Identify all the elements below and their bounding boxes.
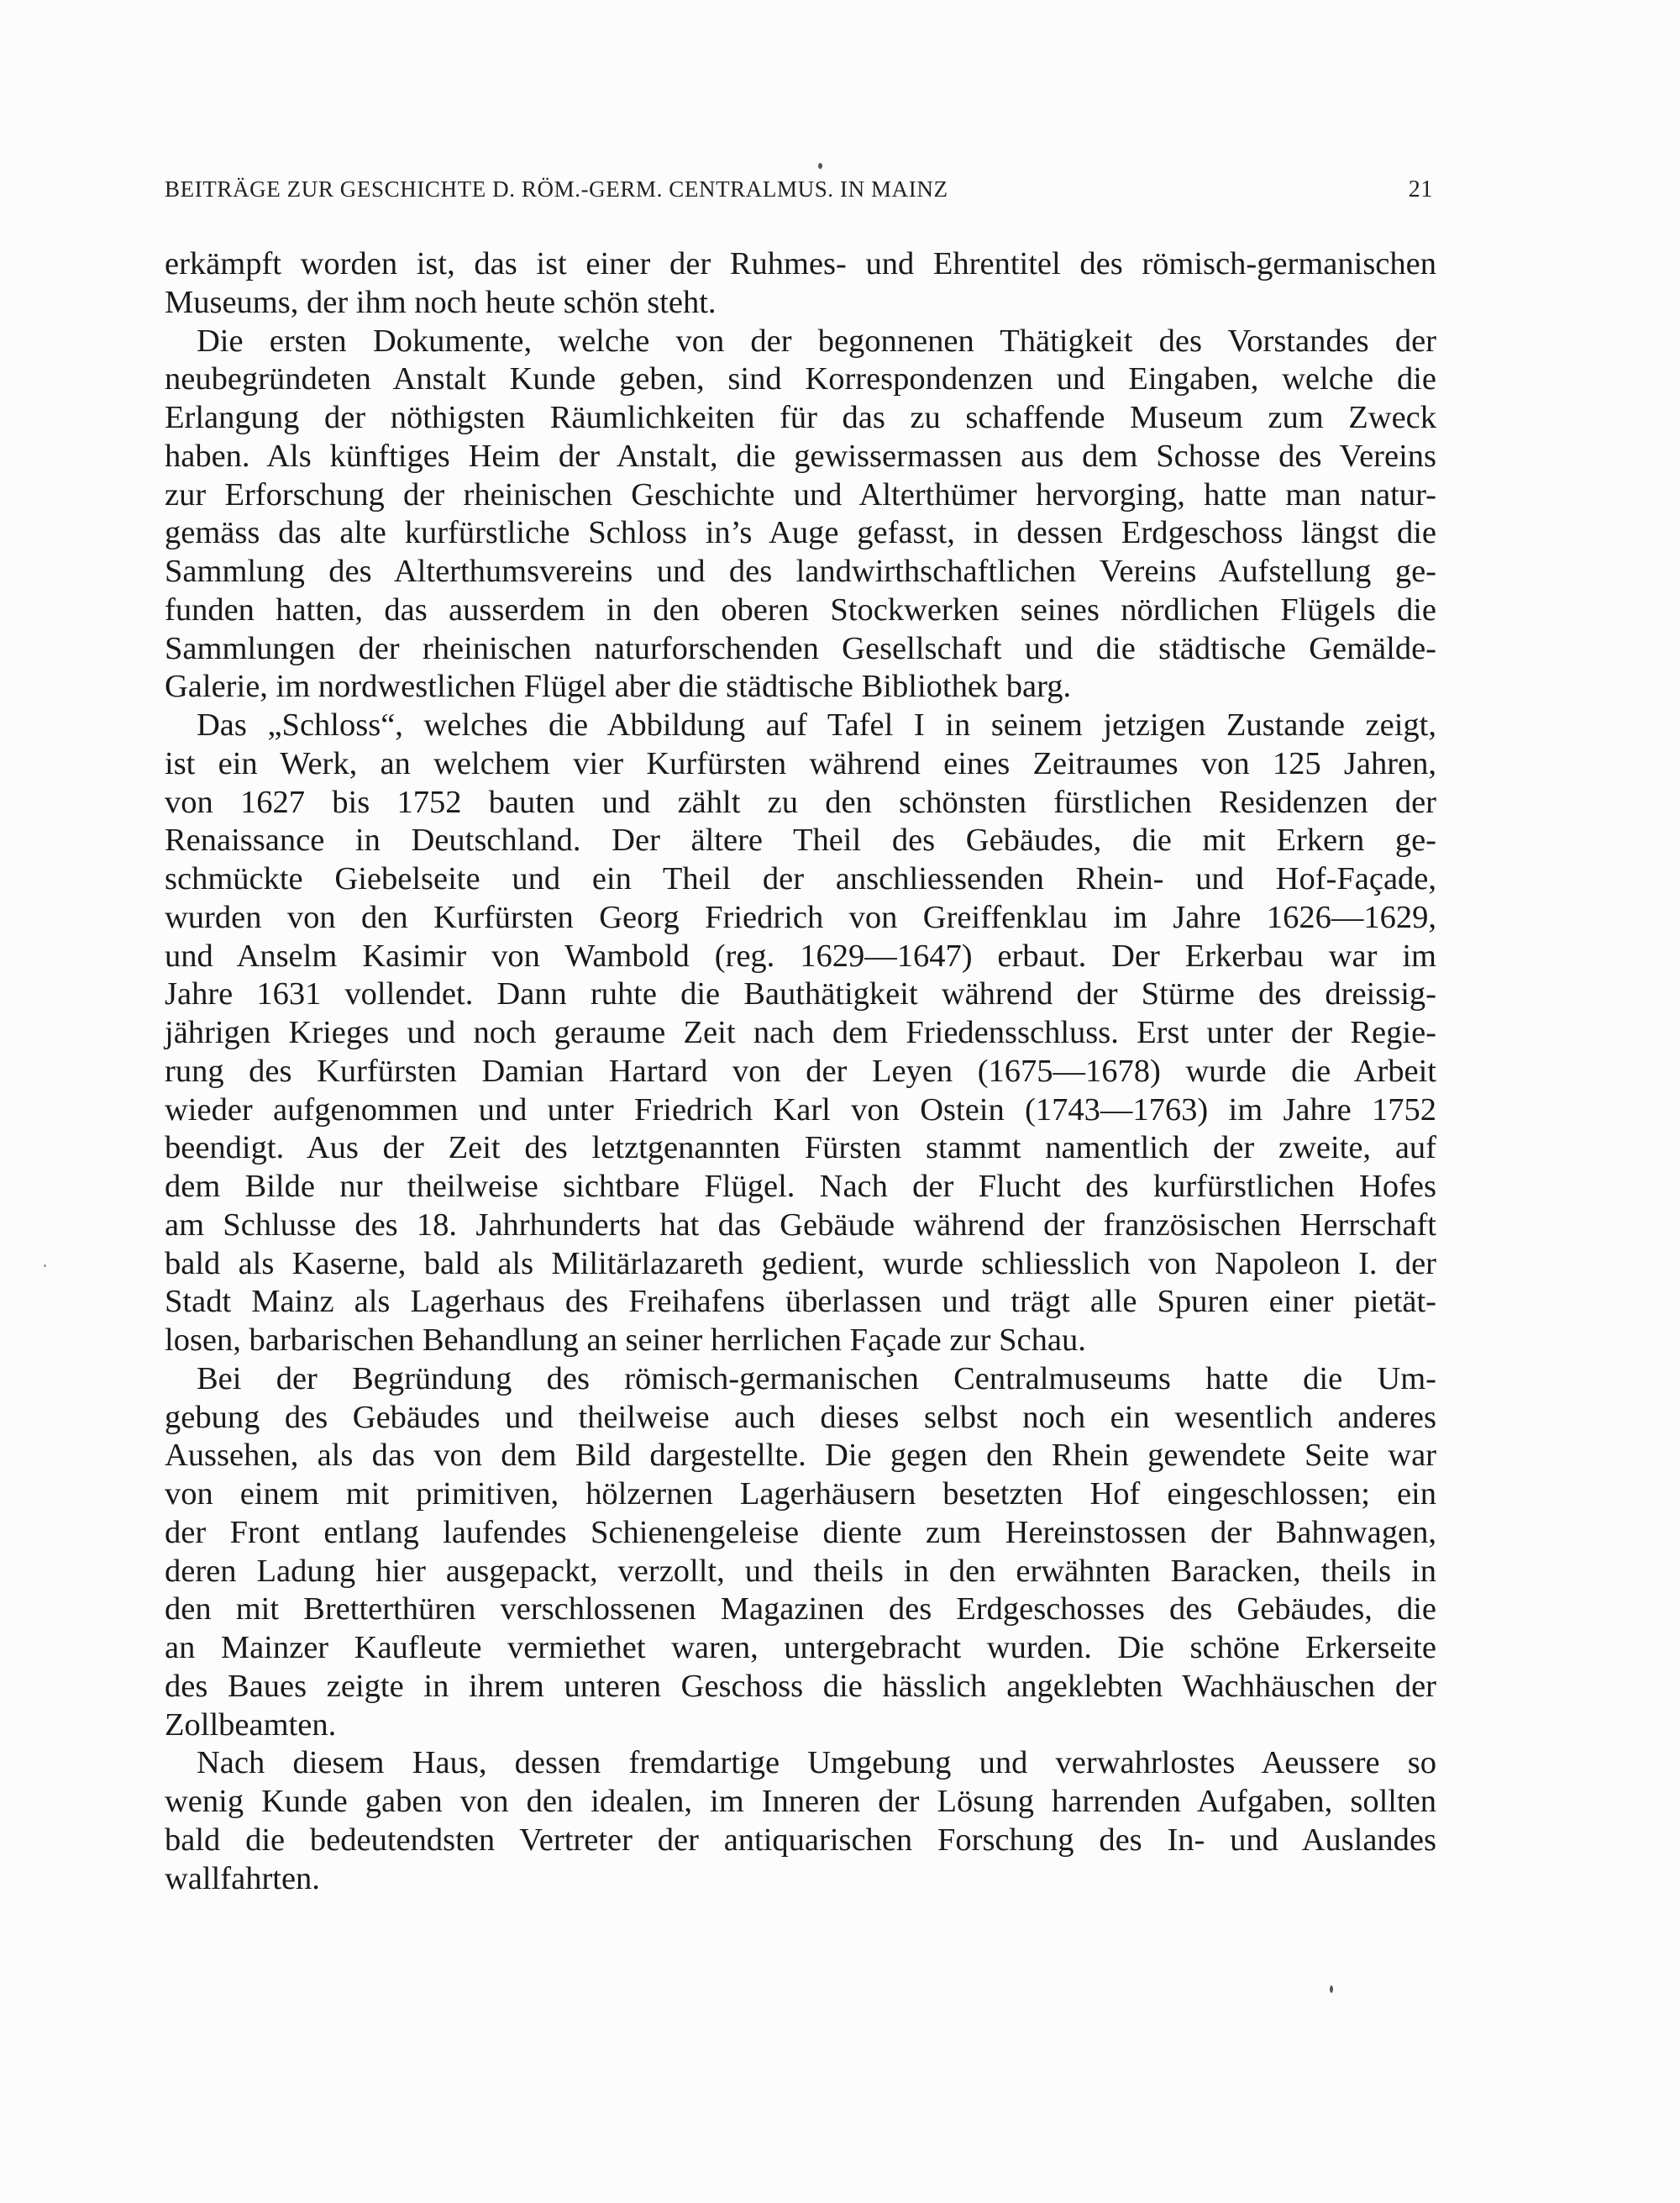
text-line: von einem mit primitiven, hölzernen Lagerhäusern besetzten Hof eingeschlossen; ein [165, 1476, 1436, 1512]
text-line: erkämpft worden ist, das ist einer der Ruhmes- und Ehrentitel des römisch-germanischen [165, 246, 1436, 281]
text-line: gebung des Gebäudes und theilweise auch dieses selbst noch ein wesentlich anderes [165, 1399, 1436, 1435]
text-line: am Schlusse des 18. Jahrhunderts hat das Gebäude während der französischen Herrschaft [165, 1207, 1436, 1243]
paragraph-2 [165, 323, 1436, 707]
text-line: Renaissance in Deutschland. Der ältere Theil des Gebäudes, die mit Erkern ge- [165, 823, 1436, 859]
text-line: funden hatten, das ausserdem in den oberen Stockwerken seines nördlichen Flügels die [165, 591, 1436, 628]
text-line: Nach diesem Haus, dessen fremdartige Umgebung und verwahrlostes Aeussere so [197, 1745, 1436, 1781]
text-line: Bei der Begründung des römisch-germanischen Centralmuseums hatte die Um- [197, 1360, 1436, 1396]
text-line: ist ein Werk, an welchem vier Kurfürsten während eines Zeitraumes von 125 Jahren, [165, 745, 1436, 781]
text-line: zur Erforschung der rheinischen Geschichte und Alterthümer hervorging, hatte man natur- [165, 476, 1436, 513]
paragraph-4 [165, 1360, 1436, 1745]
text-line: Erlangung der nöthigsten Räumlichkeiten für das zu schaffende Museum zum Zweck [165, 400, 1436, 435]
text-line: Die ersten Dokumente, welche von der begonnenen Thätigkeit des Vorstandes der [197, 323, 1436, 359]
text-line: jährigen Krieges und noch geraume Zeit nach dem Friedensschluss. Erst unter der Regie- [165, 1015, 1436, 1050]
text-line: Jahre 1631 vollendet. Dann ruhte die Bauthätigkeit während der Stürme des dreissig- [165, 976, 1436, 1012]
paragraph-1 [165, 245, 1436, 323]
text-line: Sammlungen der rheinischen naturforschenden Gesellschaft und die städtische Gemälde- [165, 630, 1436, 666]
body-text [165, 245, 1436, 1898]
text-line: Stadt Mainz als Lagerhaus des Freihafens überlassen und trägt alle Spuren einer pietät- [165, 1284, 1436, 1320]
text-line: wallfahrten. [165, 1860, 320, 1896]
text-line: und Anselm Kasimir von Wambold (reg. 1629—1647) erbaut. Der Erkerbau war im [165, 938, 1436, 974]
text-line: beendigt. Aus der Zeit des letztgenannten Fürsten stammt namentlich der zweite, auf [165, 1130, 1436, 1166]
text-line: an Mainzer Kaufleute vermiethet waren, untergebracht wurden. Die schöne Erkerseite [165, 1630, 1436, 1665]
text-line: Museums, der ihm noch heute schön steht. [165, 284, 717, 320]
text-line: wurden von den Kurfürsten Georg Friedrich von Greiffenklau im Jahre 1626—1629, [165, 899, 1436, 935]
text-line: gemäss das alte kurfürstliche Schloss in’s Auge gefasst, in dessen Erdgeschoss längst die [165, 515, 1436, 551]
text-line: neubegründeten Anstalt Kunde geben, sind Korrespondenzen und Eingaben, welche die [165, 361, 1436, 397]
text-line: schmückte Giebelseite und ein Theil der anschliessenden Rhein- und Hof-Façade, [165, 861, 1436, 896]
text-line: bald als Kaserne, bald als Militärlazareth gedient, wurde schliesslich von Napoleon I. der [165, 1245, 1436, 1281]
text-line: von 1627 bis 1752 bauten und zählt zu den schönsten fürstlichen Residenzen der [165, 784, 1436, 820]
paragraph-3 [165, 707, 1436, 1360]
text-line: Sammlung des Alterthumsvereins und des landwirthschaftlichen Vereins Aufstellung ge- [165, 554, 1436, 589]
text-line: wieder aufgenommen und unter Friedrich Karl von Ostein (1743—1763) im Jahre 1752 [165, 1091, 1436, 1128]
text-line: deren Ladung hier ausgepackt, verzollt, und theils in den erwähnten Baracken, theils in [165, 1553, 1436, 1589]
print-speck [1330, 1985, 1333, 1993]
paragraph-5 [165, 1744, 1436, 1898]
print-speck [44, 1264, 46, 1267]
text-line: Aussehen, als das von dem Bild dargestellte. Die gegen den Rhein gewendete Seite war [165, 1438, 1436, 1474]
running-title: BEITRÄGE ZUR GESCHICHTE D. RÖM.-GERM. CENTRALMUS. IN MAINZ [165, 176, 948, 202]
page-number: 21 [1408, 176, 1433, 202]
text-line: der Front entlang laufendes Schienengeleise diente zum Hereinstossen der Bahnwagen, [165, 1514, 1436, 1550]
text-line: Zollbeamten. [165, 1706, 337, 1743]
text-line: den mit Bretterthüren verschlossenen Magazinen des Erdgeschosses des Gebäudes, die [165, 1591, 1436, 1627]
running-header [165, 176, 1433, 210]
text-line: des Baues zeigte in ihrem unteren Geschoss die hässlich angeklebten Wachhäuschen der [165, 1668, 1436, 1704]
text-line: dem Bilde nur theilweise sichtbare Flügel. Nach der Flucht des kurfürstlichen Hofes [165, 1169, 1436, 1204]
text-line: losen, barbarischen Behandlung an seiner herrlichen Façade zur Schau. [165, 1322, 1086, 1358]
text-line: bald die bedeutendsten Vertreter der antiquarischen Forschung des In- und Auslandes [165, 1822, 1436, 1858]
text-line: Galerie, im nordwestlichen Flügel aber die städtische Bibliothek barg. [165, 669, 1072, 705]
text-line: haben. Als künftiges Heim der Anstalt, die gewissermassen aus dem Schosse des Vereins [165, 438, 1436, 474]
text-line: rung des Kurfürsten Damian Hartard von der Leyen (1675—1678) wurde die Arbeit [165, 1053, 1436, 1089]
text-line: wenig Kunde gaben von den idealen, im Inneren der Lösung harrenden Aufgaben, sollten [165, 1784, 1436, 1819]
print-speck [818, 163, 822, 169]
text-line: Das „Schloss“, welches die Abbildung auf Tafel I in seinem jetzigen Zustande zeigt, [197, 707, 1436, 743]
